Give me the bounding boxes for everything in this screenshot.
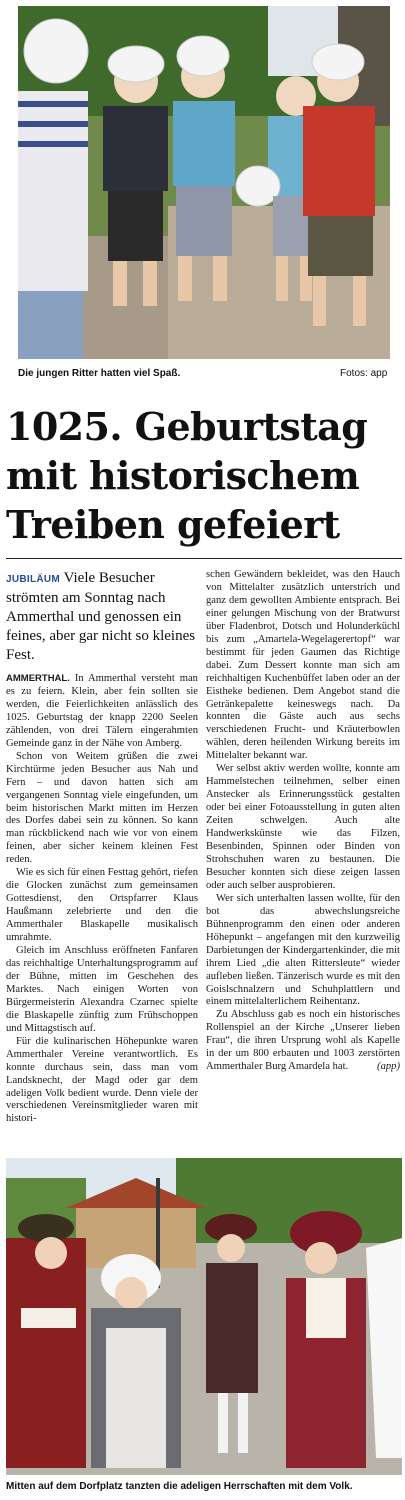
article-paragraph: Zu Abschluss gab es noch ein historisches Rollenspiel an der Kirche „Unserer lieben Frau“, die ihren Ursprung wohl als Kapelle in der um 800 erbauten und 1003 zerstörten Ammerthaler Burg Amardela hat. (app) <box>206 1009 400 1073</box>
section-kicker: JUBILÄUM <box>6 574 61 585</box>
teaser <box>6 569 198 665</box>
article-paragraph: Für die kulinarischen Höhepunkte waren Ammerthaler Vereine verantwortlich. Es konnte durchaus sein, dass man vom Landsknecht, der Magd oder gar dem adeligen Volk bedient wurde. Denn viele der verschiedenen Vereinsmitglieder waren mit histori- <box>6 1035 198 1125</box>
article-column-1 <box>6 673 198 1126</box>
headline-line: Treiben gefeiert <box>6 502 340 547</box>
headline <box>6 402 402 549</box>
article-column-2 <box>206 569 400 1074</box>
author-tag: (app) <box>377 1061 400 1073</box>
top-photo <box>18 6 390 359</box>
article-paragraph: schen Gewändern bekleidet, was den Hauch von Mittelalter zusätzlich unterstrich und ganz dem gewollten Ambiente entsprach. Bei einer gelungen Mischung von der Bratwurst über Fladenbrot, Dotsch und Holunderküchl bis zum „Amartela-Wegelagerertopf“ war bestimmt für jeden Gaumen das Richtige dabei. Zum Dessert konnte man sich am reichhaltigen Kuchenbüffet laben oder an der Eistheke bedienen. Dem Angebot stand die Getränkepalette keineswegs nach. Da konnten die Gäste auch aus sechs verschiedenen Frucht- und Kräuterbowlen wählen, deren heilenden Wirkung bereits im Mittelalter bekannt war. <box>206 569 400 762</box>
bottom-photo <box>6 1158 402 1475</box>
article-paragraph: Gleich im Anschluss eröffneten Fanfaren das reichhaltige Unterhaltungsprogramm auf der Bühne, mitten im Geschehen des Marktes. Nach einigen Worten von Bürgermeisterin Alexandra Czarnec spielte die Blaskapelle zünftig zum Frühschoppen und Mittagstisch auf. <box>6 945 198 1034</box>
article-paragraph: Wer selbst aktiv werden wollte, konnte am Hammelstechen teilnehmen, selber einen Anstecker als Erinnerungsstück gestalten oder bei einer Fotoausstellung in guten alten Zeiten schwelgen. Auch alte Handwerkskünste wie das Filzen, Besenbinden, Spinnen oder Binden von Strohschuhen waren zu bestaunen. Die Besucher konnten sich diese zeigen lassen oder auch selber ausprobieren. <box>206 763 400 891</box>
article-paragraph: AMMERTHAL. In Ammerthal versteht man es zu feiern. Klein, aber fein sollten sie werden, die Feierlichkeiten anlässlich des 1025. Geburtstag der knapp 2200 Seelen zählenden, von drei Tälern eingerahmten Gemeinde ganz in der Nähe von Amberg. <box>6 673 198 749</box>
headline-line: mit historischem <box>6 453 360 498</box>
dateline: AMMERTHAL. <box>6 673 70 684</box>
article-paragraph: Schon von Weitem grüßen die zwei Kirchtürme jeden Besucher aus Nah und Fern – und davon hatten sich am vergangenen Sonntag viele eingefunden, um beim historischen Markt mitten im Herzen des Dorfes dabei sein zu können. So kann man rückblickend nach wie vor von einem feinen, aber sicher keinem kleinen Fest reden. <box>6 750 198 866</box>
top-photo-caption: Die jungen Ritter hatten viel Spaß. <box>18 368 181 379</box>
article-paragraph: Wer sich unterhalten lassen wollte, für den bot das abwechslungsreiche Bühnenprogramm den einen oder anderen Höhepunkt – angefangen mit den kurzweilig Darbietungen der Kindergartenkinder, die mit ihrem Lied „die alten Rittersleute“ wieder aufleben ließen. Tänzerisch wurde es mit den Goislschnalzern und Schuhplattlern und einem mittelalterlichem Reihentanz. <box>206 892 400 1008</box>
headline-rule <box>6 558 402 559</box>
teaser-text: Viele Besucher strömten am Sonntag nach Ammerthal und genossen ein feines, aber gar nicht so kleines Fest. <box>6 570 196 663</box>
photo-credit: Fotos: app <box>340 368 388 379</box>
bottom-photo-caption: Mitten auf dem Dorfplatz tanzten die adeligen Herrschaften mit dem Volk. <box>6 1481 353 1492</box>
headline-line: 1025. Geburtstag <box>6 404 368 449</box>
article-paragraph: Wie es sich für einen Festtag gehört, riefen die Glocken zunächst zum gemeinsamen Gottesdienst, den Ortspfarrer Klaus Haußmann zelebrierte und den die Ammerthaler Blaskapelle musikalisch umrahmte. <box>6 867 198 944</box>
